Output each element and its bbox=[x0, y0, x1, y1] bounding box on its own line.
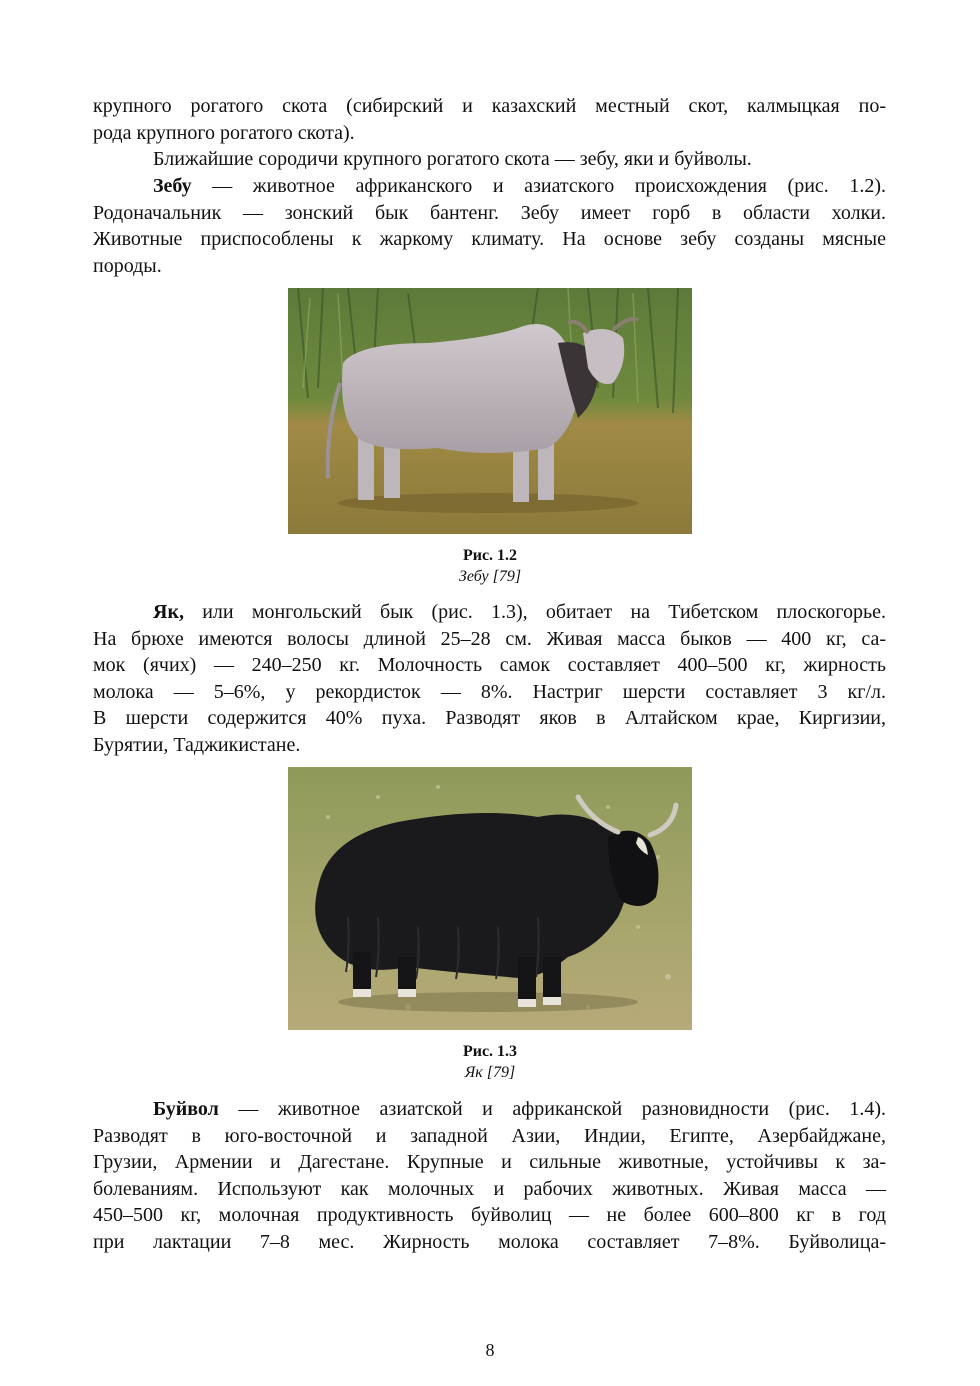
text-line: Разводят в юго-восточной и западной Азии, Индии, Египте, Азербайджане, bbox=[93, 1124, 886, 1147]
paragraph-buffalo bbox=[93, 1096, 886, 1255]
term-buffalo: Буйвол bbox=[153, 1098, 219, 1120]
text-line: Грузии, Армении и Дагестане. Крупные и сильные животные, устойчивы к за- bbox=[93, 1151, 886, 1173]
text-line bbox=[93, 599, 886, 626]
figure-caption-1-3 bbox=[0, 1041, 980, 1083]
text-line bbox=[93, 173, 886, 200]
text-line: На брюхе имеются волосы длиной 25–28 см. Живая масса быков — 400 кг, са- bbox=[93, 627, 886, 650]
zebu-illustration bbox=[288, 288, 692, 534]
text-fragment: — животное африканского и азиатского происхождения (рис. 1.2). bbox=[191, 175, 886, 197]
text-line: Родоначальник — зонский бык бантенг. Зебу имеет горб в области холки. bbox=[93, 201, 886, 224]
text-line: В шерсти содержится 40% пуха. Разводят яков в Алтайском крае, Киргизии, bbox=[93, 707, 886, 729]
yak-photo bbox=[288, 767, 692, 1030]
text-line bbox=[93, 1096, 886, 1123]
paragraph-1 bbox=[93, 93, 886, 146]
page-number: 8 bbox=[485, 1340, 495, 1360]
text-line: Животные приспособлены к жаркому климату. На основе зебу созданы мясные bbox=[93, 228, 886, 250]
text-line: мок (ячих) — 240–250 кг. Молочность самок составляет 400–500 кг, жирность bbox=[93, 654, 886, 676]
figure-subtitle: Як [79] bbox=[464, 1064, 516, 1081]
text-line: породы. bbox=[93, 254, 162, 277]
zebu-photo bbox=[288, 288, 692, 534]
text-line: 450–500 кг, молочная продуктивность буйволиц — не более 600–800 кг в год bbox=[93, 1204, 886, 1226]
text-line: болеваниям. Используют как молочных и рабочих животных. Живая масса — bbox=[93, 1177, 886, 1200]
yak-illustration bbox=[288, 767, 692, 1030]
text-line: крупного рогатого скота (сибирский и казахский местный скот, калмыцкая по- bbox=[93, 95, 886, 117]
text-fragment: или монгольский бык (рис. 1.3), обитает на Тибетском плоскогорье. bbox=[183, 601, 886, 623]
paragraph-yak bbox=[93, 599, 886, 758]
paragraph-zebu bbox=[93, 173, 886, 279]
text-fragment: — животное азиатской и африканской разновидности (рис. 1.4). bbox=[218, 1098, 886, 1120]
text-line: Ближайшие сородичи крупного рогатого скота — зебу, яки и буйволы. bbox=[153, 148, 752, 170]
text-line: Бурятии, Таджикистане. bbox=[93, 733, 301, 756]
figure-subtitle: Зебу [79] bbox=[458, 568, 522, 585]
text-line: при лактации 7–8 мес. Жирность молока составляет 7–8%. Буйволица- bbox=[93, 1230, 886, 1253]
term-yak: Як, bbox=[153, 601, 184, 623]
figure-caption-1-2 bbox=[0, 545, 980, 587]
paragraph-2 bbox=[93, 146, 886, 173]
figure-title: Рис. 1.3 bbox=[462, 1043, 518, 1060]
text-line: молока — 5–6%, у рекордисток — 8%. Настриг шерсти составляет 3 кг/л. bbox=[93, 680, 886, 703]
figure-title: Рис. 1.2 bbox=[462, 547, 518, 564]
text-line: рода крупного рогатого скота). bbox=[93, 121, 355, 144]
term-zebu: Зебу bbox=[153, 175, 192, 197]
